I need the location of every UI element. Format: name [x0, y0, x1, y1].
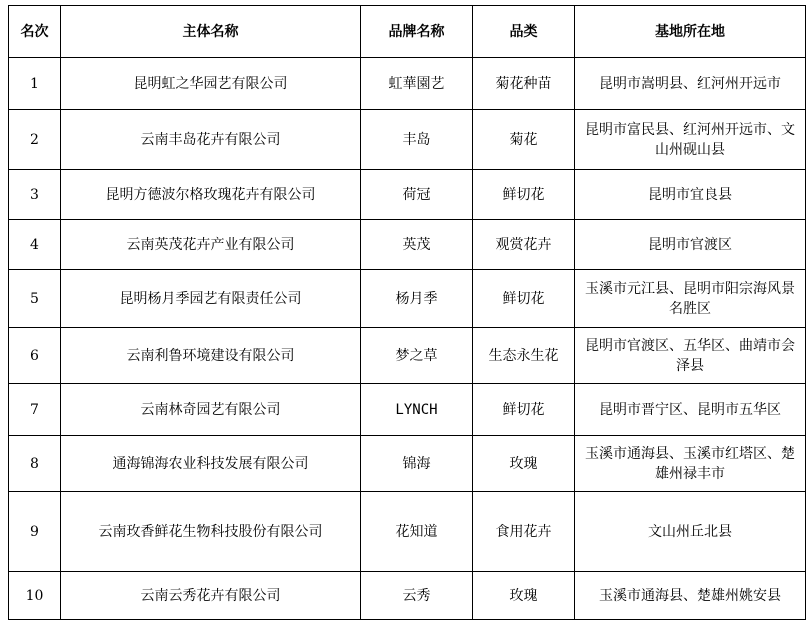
category-cell: 玫瑰: [473, 572, 575, 620]
table-row: [9, 384, 806, 436]
entity-cell: 云南利鲁环境建设有限公司: [61, 328, 361, 384]
table-row: [9, 58, 806, 110]
category-cell: 菊花种苗: [473, 58, 575, 110]
category-cell: 观赏花卉: [473, 220, 575, 270]
base-cell: 昆明市富民县、红河州开远市、文山州砚山县: [575, 110, 806, 170]
brand-cell: 虹華園艺: [361, 58, 473, 110]
brand-cell: 丰岛: [361, 110, 473, 170]
entity-cell: 通海锦海农业科技发展有限公司: [61, 436, 361, 492]
category-cell: 鲜切花: [473, 384, 575, 436]
base-cell: 文山州丘北县: [575, 492, 806, 572]
table-row: [9, 110, 806, 170]
brand-cell: 云秀: [361, 572, 473, 620]
rank-cell: 4: [9, 220, 61, 270]
base-cell: 玉溪市通海县、楚雄州姚安县: [575, 572, 806, 620]
category-cell: 玫瑰: [473, 436, 575, 492]
category-cell: 鲜切花: [473, 270, 575, 328]
header-rank: 名次: [9, 6, 61, 58]
rank-cell: 3: [9, 170, 61, 220]
brand-cell: 花知道: [361, 492, 473, 572]
brand-cell: 英茂: [361, 220, 473, 270]
table-row: [9, 436, 806, 492]
category-cell: 鲜切花: [473, 170, 575, 220]
entity-cell: 云南英茂花卉产业有限公司: [61, 220, 361, 270]
entity-cell: 云南林奇园艺有限公司: [61, 384, 361, 436]
entity-cell: 云南云秀花卉有限公司: [61, 572, 361, 620]
table-header-row: [9, 6, 806, 58]
rank-cell: 9: [9, 492, 61, 572]
brand-cell: 杨月季: [361, 270, 473, 328]
rank-cell: 5: [9, 270, 61, 328]
rank-cell: 1: [9, 58, 61, 110]
header-entity: 主体名称: [61, 6, 361, 58]
table-row: [9, 492, 806, 572]
entity-cell: 昆明方德波尔格玫瑰花卉有限公司: [61, 170, 361, 220]
base-cell: 昆明市官渡区: [575, 220, 806, 270]
entity-cell: 昆明杨月季园艺有限责任公司: [61, 270, 361, 328]
entity-cell: 云南玫香鲜花生物科技股份有限公司: [61, 492, 361, 572]
base-cell: 昆明市嵩明县、红河州开远市: [575, 58, 806, 110]
header-brand: 品牌名称: [361, 6, 473, 58]
entity-cell: 云南丰岛花卉有限公司: [61, 110, 361, 170]
base-cell: 昆明市晋宁区、昆明市五华区: [575, 384, 806, 436]
brand-cell: 锦海: [361, 436, 473, 492]
rank-cell: 2: [9, 110, 61, 170]
brand-cell: 梦之草: [361, 328, 473, 384]
table-row: [9, 328, 806, 384]
rank-cell: 8: [9, 436, 61, 492]
base-cell: 玉溪市通海县、玉溪市红塔区、楚雄州禄丰市: [575, 436, 806, 492]
header-base: 基地所在地: [575, 6, 806, 58]
header-category: 品类: [473, 6, 575, 58]
rank-cell: 7: [9, 384, 61, 436]
table-row: [9, 572, 806, 620]
ranking-table: [8, 5, 806, 620]
category-cell: 菊花: [473, 110, 575, 170]
rank-cell: 10: [9, 572, 61, 620]
brand-cell: 荷冠: [361, 170, 473, 220]
category-cell: 食用花卉: [473, 492, 575, 572]
table-row: [9, 220, 806, 270]
base-cell: 昆明市宜良县: [575, 170, 806, 220]
table-row: [9, 270, 806, 328]
brand-cell: LYNCH: [361, 384, 473, 436]
base-cell: 玉溪市元江县、昆明市阳宗海风景名胜区: [575, 270, 806, 328]
table-row: [9, 170, 806, 220]
entity-cell: 昆明虹之华园艺有限公司: [61, 58, 361, 110]
base-cell: 昆明市官渡区、五华区、曲靖市会泽县: [575, 328, 806, 384]
category-cell: 生态永生花: [473, 328, 575, 384]
rank-cell: 6: [9, 328, 61, 384]
